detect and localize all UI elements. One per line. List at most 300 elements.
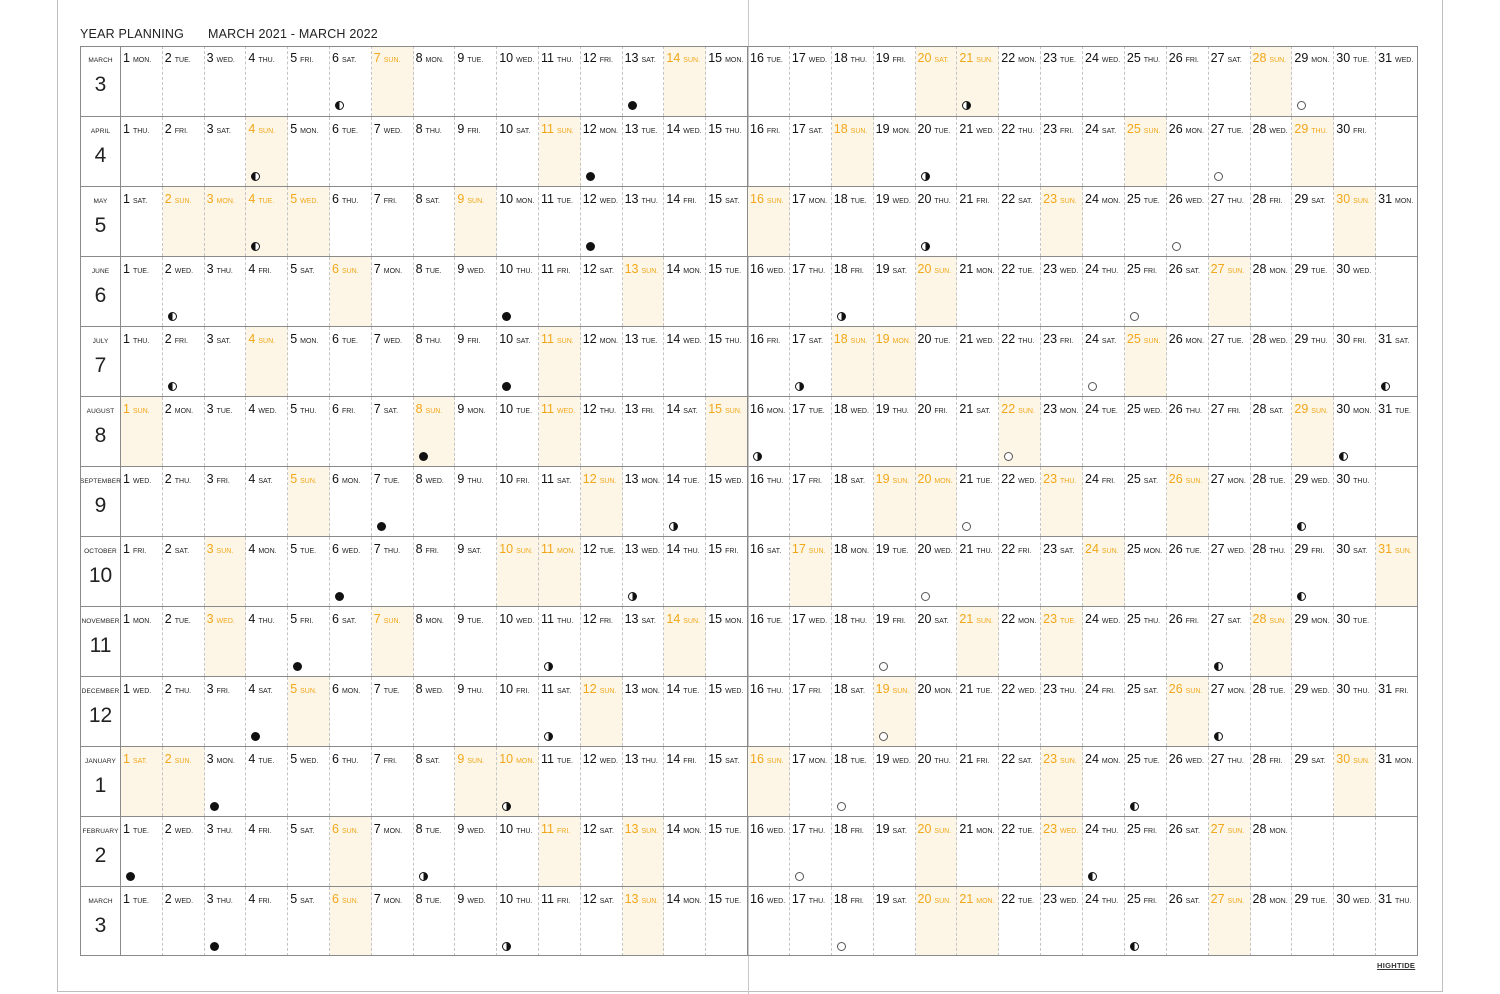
day-cell[interactable]	[1251, 257, 1293, 326]
day-cell[interactable]	[330, 817, 372, 886]
day-cell[interactable]	[539, 817, 581, 886]
day-cell[interactable]	[205, 677, 247, 746]
day-cell[interactable]	[372, 817, 414, 886]
day-cell[interactable]	[1125, 46, 1167, 116]
day-cell[interactable]	[1125, 887, 1167, 956]
day-cell[interactable]	[1083, 887, 1125, 956]
day-cell[interactable]	[497, 187, 539, 256]
day-cell[interactable]	[1334, 46, 1376, 116]
day-cell[interactable]	[414, 677, 456, 746]
day-cell[interactable]	[288, 327, 330, 396]
day-cell[interactable]	[706, 327, 748, 396]
day-cell[interactable]	[957, 607, 999, 676]
day-cell[interactable]	[957, 46, 999, 116]
day-cell[interactable]	[748, 887, 790, 956]
day-cell[interactable]	[1167, 187, 1209, 256]
day-cell[interactable]	[330, 747, 372, 816]
day-cell[interactable]	[1376, 887, 1418, 956]
day-cell[interactable]	[874, 46, 916, 116]
day-cell[interactable]	[1167, 257, 1209, 326]
day-cell[interactable]	[1334, 397, 1376, 466]
day-cell[interactable]	[163, 887, 205, 956]
day-cell[interactable]	[455, 46, 497, 116]
day-cell[interactable]	[1125, 187, 1167, 256]
day-cell[interactable]	[957, 467, 999, 536]
day-cell[interactable]	[748, 747, 790, 816]
day-cell[interactable]	[999, 187, 1041, 256]
day-cell[interactable]	[664, 327, 706, 396]
day-cell[interactable]	[246, 677, 288, 746]
day-cell[interactable]	[246, 46, 288, 116]
day-cell[interactable]	[1167, 817, 1209, 886]
day-cell[interactable]	[1083, 467, 1125, 536]
day-cell[interactable]	[1209, 327, 1251, 396]
day-cell[interactable]	[246, 187, 288, 256]
day-cell[interactable]	[455, 327, 497, 396]
day-cell[interactable]	[1083, 537, 1125, 606]
day-cell[interactable]	[957, 397, 999, 466]
day-cell[interactable]	[330, 607, 372, 676]
day-cell[interactable]	[832, 46, 874, 116]
day-cell[interactable]	[1167, 467, 1209, 536]
day-cell[interactable]	[414, 467, 456, 536]
day-cell[interactable]	[455, 607, 497, 676]
day-cell[interactable]	[1083, 677, 1125, 746]
day-cell[interactable]	[372, 677, 414, 746]
day-cell[interactable]	[706, 537, 748, 606]
day-cell[interactable]	[205, 537, 247, 606]
day-cell[interactable]	[916, 817, 958, 886]
day-cell[interactable]	[372, 397, 414, 466]
day-cell[interactable]	[1292, 537, 1334, 606]
day-cell[interactable]	[414, 397, 456, 466]
day-cell[interactable]	[1083, 257, 1125, 326]
day-cell[interactable]	[874, 537, 916, 606]
day-cell[interactable]	[163, 117, 205, 186]
day-cell[interactable]	[539, 537, 581, 606]
day-cell[interactable]	[163, 327, 205, 396]
day-cell[interactable]	[288, 817, 330, 886]
day-cell[interactable]	[497, 327, 539, 396]
day-cell[interactable]	[999, 117, 1041, 186]
day-cell[interactable]	[121, 257, 163, 326]
day-cell[interactable]	[539, 327, 581, 396]
day-cell[interactable]	[999, 46, 1041, 116]
day-cell[interactable]	[539, 257, 581, 326]
day-cell[interactable]	[205, 747, 247, 816]
day-cell[interactable]	[330, 677, 372, 746]
day-cell[interactable]	[1083, 607, 1125, 676]
day-cell[interactable]	[874, 607, 916, 676]
day-cell[interactable]	[455, 117, 497, 186]
day-cell[interactable]	[1125, 747, 1167, 816]
day-cell[interactable]	[497, 817, 539, 886]
day-cell[interactable]	[372, 327, 414, 396]
day-cell[interactable]	[372, 117, 414, 186]
day-cell[interactable]	[664, 257, 706, 326]
day-cell[interactable]	[205, 467, 247, 536]
day-cell[interactable]	[623, 397, 665, 466]
day-cell[interactable]	[1251, 747, 1293, 816]
day-cell[interactable]	[706, 887, 748, 956]
day-cell[interactable]	[1167, 607, 1209, 676]
day-cell[interactable]	[1334, 257, 1376, 326]
day-cell[interactable]	[1041, 257, 1083, 326]
day-cell[interactable]	[1041, 607, 1083, 676]
day-cell[interactable]	[1292, 117, 1334, 186]
day-cell[interactable]	[455, 467, 497, 536]
day-cell[interactable]	[539, 46, 581, 116]
day-cell[interactable]	[372, 747, 414, 816]
day-cell[interactable]	[1125, 117, 1167, 186]
day-cell[interactable]	[664, 467, 706, 536]
day-cell[interactable]	[1083, 817, 1125, 886]
day-cell[interactable]	[1334, 117, 1376, 186]
day-cell[interactable]	[288, 46, 330, 116]
day-cell[interactable]	[455, 747, 497, 816]
day-cell[interactable]	[1209, 257, 1251, 326]
day-cell[interactable]	[664, 46, 706, 116]
day-cell[interactable]	[1125, 467, 1167, 536]
day-cell[interactable]	[581, 537, 623, 606]
day-cell[interactable]	[706, 677, 748, 746]
day-cell[interactable]	[581, 887, 623, 956]
day-cell[interactable]	[539, 117, 581, 186]
day-cell[interactable]	[163, 467, 205, 536]
day-cell[interactable]	[1083, 327, 1125, 396]
day-cell[interactable]	[957, 117, 999, 186]
day-cell[interactable]	[832, 117, 874, 186]
day-cell[interactable]	[246, 397, 288, 466]
day-cell[interactable]	[497, 747, 539, 816]
day-cell[interactable]	[748, 46, 790, 116]
day-cell[interactable]	[414, 887, 456, 956]
day-cell[interactable]	[1334, 677, 1376, 746]
day-cell[interactable]	[748, 397, 790, 466]
day-cell[interactable]	[706, 397, 748, 466]
day-cell[interactable]	[957, 537, 999, 606]
day-cell[interactable]	[999, 257, 1041, 326]
day-cell[interactable]	[455, 257, 497, 326]
day-cell[interactable]	[414, 117, 456, 186]
day-cell[interactable]	[874, 117, 916, 186]
day-cell[interactable]	[623, 467, 665, 536]
day-cell[interactable]	[664, 747, 706, 816]
day-cell[interactable]	[497, 46, 539, 116]
day-cell[interactable]	[455, 187, 497, 256]
day-cell[interactable]	[1125, 397, 1167, 466]
day-cell[interactable]	[163, 187, 205, 256]
day-cell[interactable]	[916, 397, 958, 466]
day-cell[interactable]	[246, 537, 288, 606]
day-cell[interactable]	[664, 187, 706, 256]
day-cell[interactable]	[372, 46, 414, 116]
day-cell[interactable]	[539, 467, 581, 536]
day-cell[interactable]	[455, 537, 497, 606]
day-cell[interactable]	[1376, 187, 1418, 256]
day-cell[interactable]	[1292, 607, 1334, 676]
day-cell[interactable]	[246, 117, 288, 186]
day-cell[interactable]	[497, 117, 539, 186]
day-cell[interactable]	[623, 817, 665, 886]
day-cell[interactable]	[706, 607, 748, 676]
day-cell[interactable]	[790, 677, 832, 746]
day-cell[interactable]	[121, 677, 163, 746]
day-cell[interactable]	[790, 46, 832, 116]
day-cell[interactable]	[748, 607, 790, 676]
day-cell[interactable]	[288, 257, 330, 326]
day-cell[interactable]	[1041, 397, 1083, 466]
day-cell[interactable]	[748, 817, 790, 886]
day-cell[interactable]	[455, 397, 497, 466]
day-cell[interactable]	[1041, 747, 1083, 816]
day-cell[interactable]	[999, 537, 1041, 606]
day-cell[interactable]	[330, 257, 372, 326]
day-cell[interactable]	[121, 187, 163, 256]
day-cell[interactable]	[790, 537, 832, 606]
day-cell[interactable]	[790, 607, 832, 676]
day-cell[interactable]	[1041, 46, 1083, 116]
day-cell[interactable]	[916, 677, 958, 746]
day-cell[interactable]	[205, 187, 247, 256]
day-cell[interactable]	[1083, 187, 1125, 256]
day-cell[interactable]	[1292, 747, 1334, 816]
day-cell[interactable]	[623, 747, 665, 816]
day-cell[interactable]	[539, 607, 581, 676]
day-cell[interactable]	[706, 467, 748, 536]
day-cell[interactable]	[916, 747, 958, 816]
day-cell[interactable]	[414, 257, 456, 326]
day-cell[interactable]	[623, 257, 665, 326]
day-cell[interactable]	[539, 397, 581, 466]
day-cell[interactable]	[330, 537, 372, 606]
day-cell[interactable]	[1209, 537, 1251, 606]
day-cell[interactable]	[1209, 467, 1251, 536]
day-cell[interactable]	[1292, 397, 1334, 466]
day-cell[interactable]	[1209, 117, 1251, 186]
day-cell[interactable]	[246, 887, 288, 956]
day-cell[interactable]	[1209, 607, 1251, 676]
day-cell[interactable]	[748, 327, 790, 396]
day-cell[interactable]	[748, 257, 790, 326]
day-cell[interactable]	[1251, 537, 1293, 606]
day-cell[interactable]	[581, 117, 623, 186]
day-cell[interactable]	[999, 887, 1041, 956]
day-cell[interactable]	[205, 46, 247, 116]
day-cell[interactable]	[205, 327, 247, 396]
day-cell[interactable]	[1292, 187, 1334, 256]
day-cell[interactable]	[414, 537, 456, 606]
day-cell[interactable]	[1251, 46, 1293, 116]
day-cell[interactable]	[121, 467, 163, 536]
day-cell[interactable]	[957, 677, 999, 746]
day-cell[interactable]	[623, 887, 665, 956]
day-cell[interactable]	[957, 887, 999, 956]
day-cell[interactable]	[1125, 607, 1167, 676]
day-cell[interactable]	[1167, 537, 1209, 606]
day-cell[interactable]	[288, 607, 330, 676]
day-cell[interactable]	[288, 187, 330, 256]
day-cell[interactable]	[1292, 887, 1334, 956]
day-cell[interactable]	[1167, 747, 1209, 816]
day-cell[interactable]	[790, 187, 832, 256]
day-cell[interactable]	[832, 747, 874, 816]
day-cell[interactable]	[288, 747, 330, 816]
day-cell[interactable]	[623, 187, 665, 256]
day-cell[interactable]	[163, 747, 205, 816]
day-cell[interactable]	[121, 117, 163, 186]
day-cell[interactable]	[1251, 397, 1293, 466]
day-cell[interactable]	[246, 817, 288, 886]
day-cell[interactable]	[790, 817, 832, 886]
day-cell[interactable]	[1251, 187, 1293, 256]
day-cell[interactable]	[706, 46, 748, 116]
day-cell[interactable]	[205, 887, 247, 956]
day-cell[interactable]	[121, 46, 163, 116]
day-cell[interactable]	[1041, 817, 1083, 886]
day-cell[interactable]	[916, 187, 958, 256]
day-cell[interactable]	[163, 607, 205, 676]
day-cell[interactable]	[581, 46, 623, 116]
day-cell[interactable]	[832, 677, 874, 746]
day-cell[interactable]	[790, 467, 832, 536]
day-cell[interactable]	[581, 327, 623, 396]
day-cell[interactable]	[121, 327, 163, 396]
day-cell[interactable]	[163, 397, 205, 466]
day-cell[interactable]	[497, 397, 539, 466]
day-cell[interactable]	[748, 117, 790, 186]
day-cell[interactable]	[581, 257, 623, 326]
day-cell[interactable]	[748, 467, 790, 536]
day-cell[interactable]	[288, 397, 330, 466]
day-cell[interactable]	[748, 537, 790, 606]
day-cell[interactable]	[1125, 327, 1167, 396]
day-cell[interactable]	[1041, 327, 1083, 396]
day-cell[interactable]	[497, 677, 539, 746]
day-cell[interactable]	[916, 607, 958, 676]
day-cell[interactable]	[288, 467, 330, 536]
day-cell[interactable]	[372, 467, 414, 536]
day-cell[interactable]	[1376, 677, 1418, 746]
day-cell[interactable]	[1376, 397, 1418, 466]
day-cell[interactable]	[623, 327, 665, 396]
day-cell[interactable]	[372, 607, 414, 676]
day-cell[interactable]	[330, 46, 372, 116]
day-cell[interactable]	[1292, 677, 1334, 746]
day-cell[interactable]	[916, 46, 958, 116]
day-cell[interactable]	[581, 747, 623, 816]
day-cell[interactable]	[372, 257, 414, 326]
day-cell[interactable]	[706, 117, 748, 186]
day-cell[interactable]	[1209, 887, 1251, 956]
day-cell[interactable]	[957, 747, 999, 816]
day-cell[interactable]	[163, 677, 205, 746]
day-cell[interactable]	[455, 887, 497, 956]
day-cell[interactable]	[664, 677, 706, 746]
day-cell[interactable]	[1334, 327, 1376, 396]
day-cell[interactable]	[1083, 117, 1125, 186]
day-cell[interactable]	[497, 467, 539, 536]
day-cell[interactable]	[1292, 327, 1334, 396]
day-cell[interactable]	[1334, 747, 1376, 816]
day-cell[interactable]	[790, 327, 832, 396]
day-cell[interactable]	[706, 257, 748, 326]
day-cell[interactable]	[121, 817, 163, 886]
day-cell[interactable]	[330, 467, 372, 536]
day-cell[interactable]	[497, 257, 539, 326]
day-cell[interactable]	[121, 537, 163, 606]
day-cell[interactable]	[664, 397, 706, 466]
day-cell[interactable]	[748, 677, 790, 746]
day-cell[interactable]	[1376, 327, 1418, 396]
day-cell[interactable]	[874, 817, 916, 886]
day-cell[interactable]	[121, 607, 163, 676]
day-cell[interactable]	[706, 817, 748, 886]
day-cell[interactable]	[372, 187, 414, 256]
day-cell[interactable]	[1376, 537, 1418, 606]
day-cell[interactable]	[1334, 537, 1376, 606]
day-cell[interactable]	[1125, 677, 1167, 746]
day-cell[interactable]	[581, 467, 623, 536]
day-cell[interactable]	[874, 257, 916, 326]
day-cell[interactable]	[163, 537, 205, 606]
day-cell[interactable]	[1292, 46, 1334, 116]
day-cell[interactable]	[539, 187, 581, 256]
day-cell[interactable]	[330, 187, 372, 256]
day-cell[interactable]	[874, 397, 916, 466]
day-cell[interactable]	[957, 327, 999, 396]
day-cell[interactable]	[246, 747, 288, 816]
day-cell[interactable]	[1125, 817, 1167, 886]
day-cell[interactable]	[832, 397, 874, 466]
day-cell[interactable]	[1209, 747, 1251, 816]
day-cell[interactable]	[1167, 117, 1209, 186]
day-cell[interactable]	[1334, 467, 1376, 536]
day-cell[interactable]	[999, 747, 1041, 816]
day-cell[interactable]	[1251, 887, 1293, 956]
day-cell[interactable]	[832, 817, 874, 886]
day-cell[interactable]	[874, 327, 916, 396]
day-cell[interactable]	[1376, 46, 1418, 116]
day-cell[interactable]	[832, 187, 874, 256]
day-cell[interactable]	[246, 607, 288, 676]
day-cell[interactable]	[330, 327, 372, 396]
day-cell[interactable]	[916, 887, 958, 956]
day-cell[interactable]	[1167, 397, 1209, 466]
day-cell[interactable]	[1209, 397, 1251, 466]
day-cell[interactable]	[623, 46, 665, 116]
day-cell[interactable]	[581, 817, 623, 886]
day-cell[interactable]	[1167, 887, 1209, 956]
day-cell[interactable]	[1251, 677, 1293, 746]
day-cell[interactable]	[372, 537, 414, 606]
day-cell[interactable]	[121, 887, 163, 956]
day-cell[interactable]	[205, 257, 247, 326]
day-cell[interactable]	[414, 607, 456, 676]
day-cell[interactable]	[916, 467, 958, 536]
day-cell[interactable]	[706, 747, 748, 816]
day-cell[interactable]	[623, 537, 665, 606]
day-cell[interactable]	[874, 187, 916, 256]
day-cell[interactable]	[916, 257, 958, 326]
day-cell[interactable]	[664, 817, 706, 886]
day-cell[interactable]	[246, 467, 288, 536]
day-cell[interactable]	[1334, 887, 1376, 956]
day-cell[interactable]	[957, 257, 999, 326]
day-cell[interactable]	[163, 46, 205, 116]
day-cell[interactable]	[1251, 117, 1293, 186]
day-cell[interactable]	[874, 747, 916, 816]
